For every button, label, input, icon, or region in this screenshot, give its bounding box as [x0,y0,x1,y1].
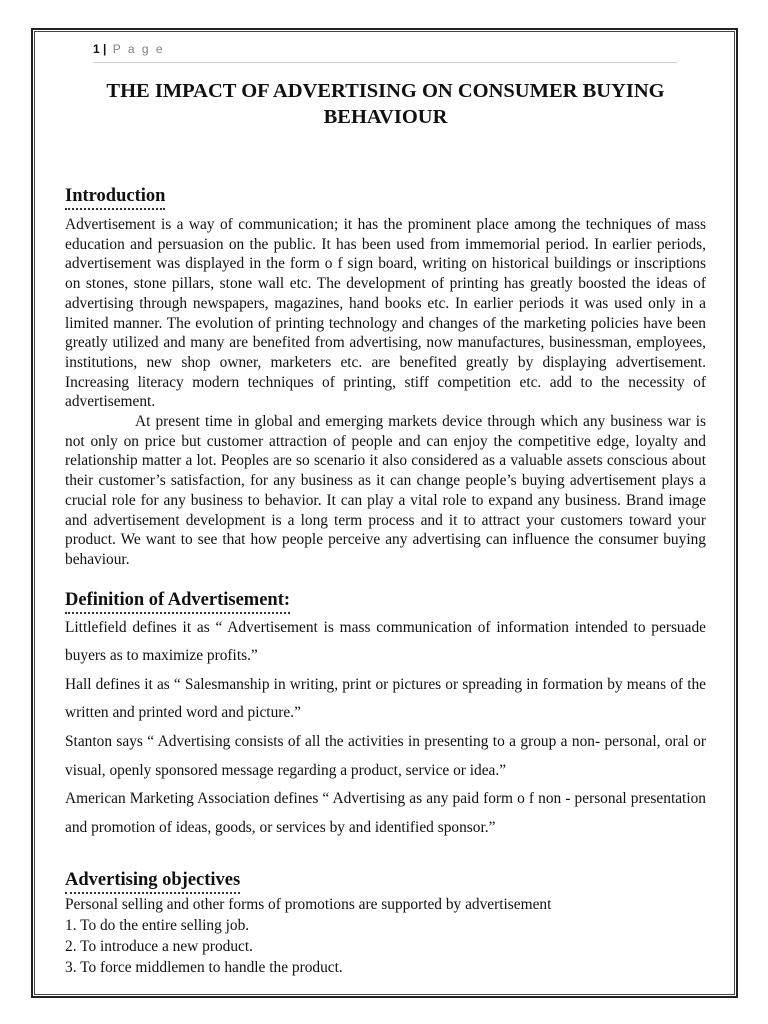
document-title: THE IMPACT OF ADVERTISING ON CONSUMER BUYING BEHAVIOUR [106,80,665,128]
page-header [93,42,677,63]
objectives-line: 3. To force middlemen to handle the product. [65,959,343,977]
objectives-line: 2. To introduce a new product. [65,938,253,956]
page-number: 1 [93,42,100,56]
document-body [65,78,706,978]
definition-item: Hall defines it as “ Salesmanship in writing, print or pictures or spreading in formation by means of the written and printed word and picture.” [65,675,706,722]
definition-heading: Definition of Advertisement: [65,589,290,614]
introduction-section [65,185,706,570]
objectives-line: 1. To do the entire selling job. [65,917,250,935]
definition-item: American Marketing Association defines “ Advertising as any paid form o f non - personal presentation and promotion of ideas, goods, or services by and identified sponsor.” [65,790,706,836]
page-label: P a g e [112,42,165,56]
introduction-heading: Introduction [65,185,165,210]
objectives-heading: Advertising objectives [65,869,240,894]
introduction-paragraph: Advertisement is a way of communication; it has the prominent place among the techniques of mass education and persuasion on the public. It has been used from immemorial period. In earlier periods, advertisement was displayed in the form o f sign board, writing on historical buildings or inscriptions on stones, stone pillars, stone wall etc. The development of printing has greatly boosted the ideas of advertising through newspapers, magazines, hand books etc. In earlier periods it was used only in a limited manner. The evolution of printing technology and changes of the marketing policies have been greatly utilized and many are benefited from advertising, now manufactures, businessman, employees, institutions, new shop owner, marketers etc. are benefited greatly by displaying advertisement. Increasing literacy modern techniques of printing, stiff competition etc. add to the necessity of advertisement. [65,216,706,411]
definition-section [65,589,706,843]
definition-item: Stanton says “ Advertising consists of all the activities in presenting to a group a non- personal, oral or visual, openly sponsored message regarding a product, service or idea.” [65,733,706,779]
introduction-paragraph: At present time in global and emerging markets device through which any business war is not only on price but customer attraction of people and can enjoy the competitive edge, loyalty and relationship matter a lot. Peoples are so scenario it also considered as a valuable assets conscious about their customer’s satisfaction, for any business as it can change people’s buying advertisement plays a crucial role for any business to behavior. It can play a vital role to expand any business. Brand image and advertisement development is a long term process and it to attract your customers toward your product. We want to see that how people perceive any advertising can influence the consumer buying behaviour. [65,413,706,568]
objectives-section [65,869,706,978]
objectives-line: Personal selling and other forms of promotions are supported by advertisement [65,896,552,914]
page-separator: | [103,42,107,56]
definition-item: Littlefield defines it as “ Advertisement is mass communication of information intended to persuade buyers as to maximize profits.” [65,618,706,665]
